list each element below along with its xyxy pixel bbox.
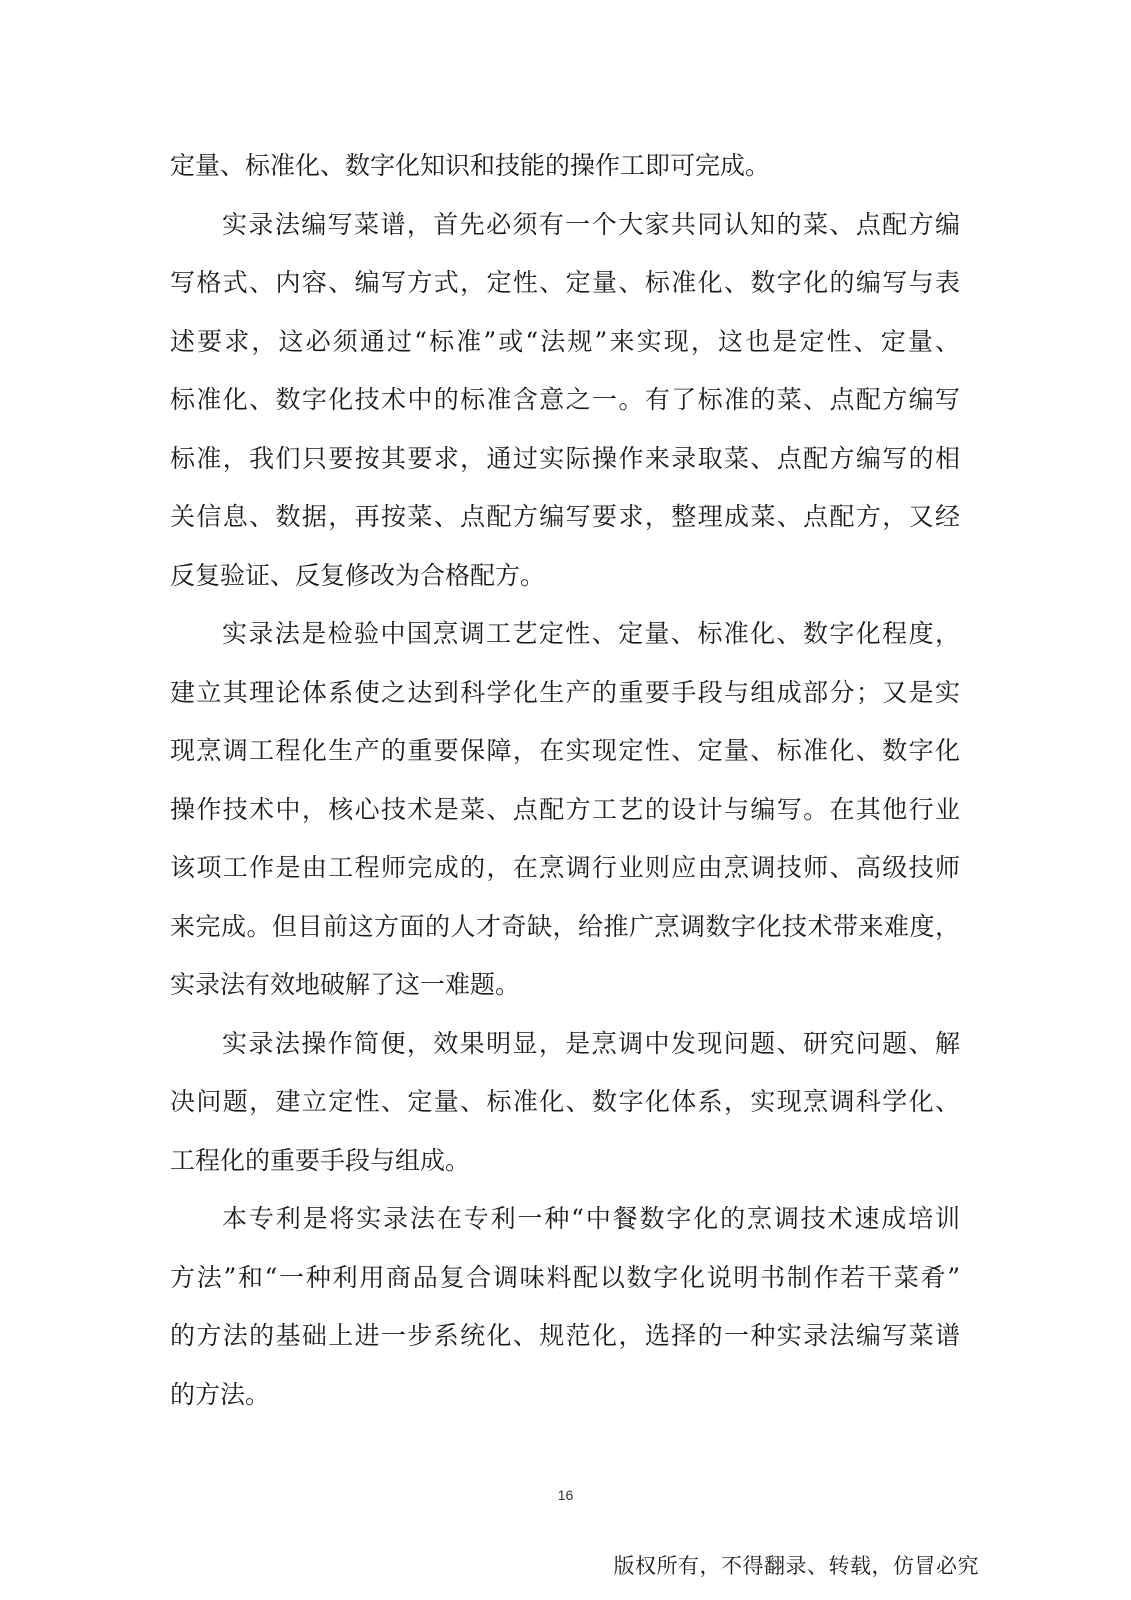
text-line: 实录法是检验中国烹调工艺定性、定量、标准化、数字化程度， [222, 619, 960, 648]
text-line: 的方法。 [170, 1379, 271, 1409]
text-line: 标准化、数字化技术中的标准含意之一。有了标准的菜、点配方编写 [170, 385, 960, 414]
text-line: 反复验证、反复修改为合格配方。 [170, 560, 546, 590]
text-line: 本专利是将实录法在专利一种“中餐数字化的烹调技术速成培训 [222, 1204, 960, 1233]
copyright-notice: 版权所有，不得翻录、转载，仿冒必究 [613, 1554, 979, 1578]
text-line: 实录法有效地破解了这一难题。 [170, 970, 521, 999]
text-line: 实录法操作简便，效果明显，是烹调中发现问题、研究问题、解 [222, 1028, 960, 1058]
text-line: 写格式、内容、编写方式，定性、定量、标准化、数字化的编写与表 [170, 268, 960, 297]
page-number: 16 [557, 1487, 574, 1503]
text-line: 现烹调工程化生产的重要保障，在实现定性、定量、标准化、数字化 [170, 736, 960, 765]
text-line: 工程化的重要手段与组成。 [170, 1145, 471, 1175]
text-line: 标准，我们只要按其要求，通过实际操作来录取菜、点配方编写的相 [170, 443, 960, 473]
text-line: 关信息、数据，再按菜、点配方编写要求，整理成菜、点配方，又经 [170, 502, 960, 531]
text-line: 来完成。但目前这方面的人才奇缺，给推广烹调数字化技术带来难度， [170, 911, 960, 941]
text-line: 建立其理论体系使之达到科学化生产的重要手段与组成部分；又是实 [170, 677, 960, 707]
body-text [170, 137, 960, 1424]
text-line: 的方法的基础上进一步系统化、规范化，选择的一种实录法编写菜谱 [170, 1321, 960, 1350]
text-line: 操作技术中，核心技术是菜、点配方工艺的设计与编写。在其他行业 [170, 794, 960, 824]
text-line: 定量、标准化、数字化知识和技能的操作工即可完成。 [170, 151, 771, 180]
text-line: 该项工作是由工程师完成的，在烹调行业则应由烹调技师、高级技师 [170, 853, 960, 882]
text-line: 方法”和“一种利用商品复合调味料配以数字化说明书制作若干菜肴” [170, 1262, 960, 1292]
text-line: 实录法编写菜谱，首先必须有一个大家共同认知的菜、点配方编 [222, 209, 960, 239]
text-line: 决问题，建立定性、定量、标准化、数字化体系，实现烹调科学化、 [170, 1087, 960, 1116]
text-line: 述要求，这必须通过“标准”或“法规”来实现，这也是定性、定量、 [170, 326, 960, 356]
